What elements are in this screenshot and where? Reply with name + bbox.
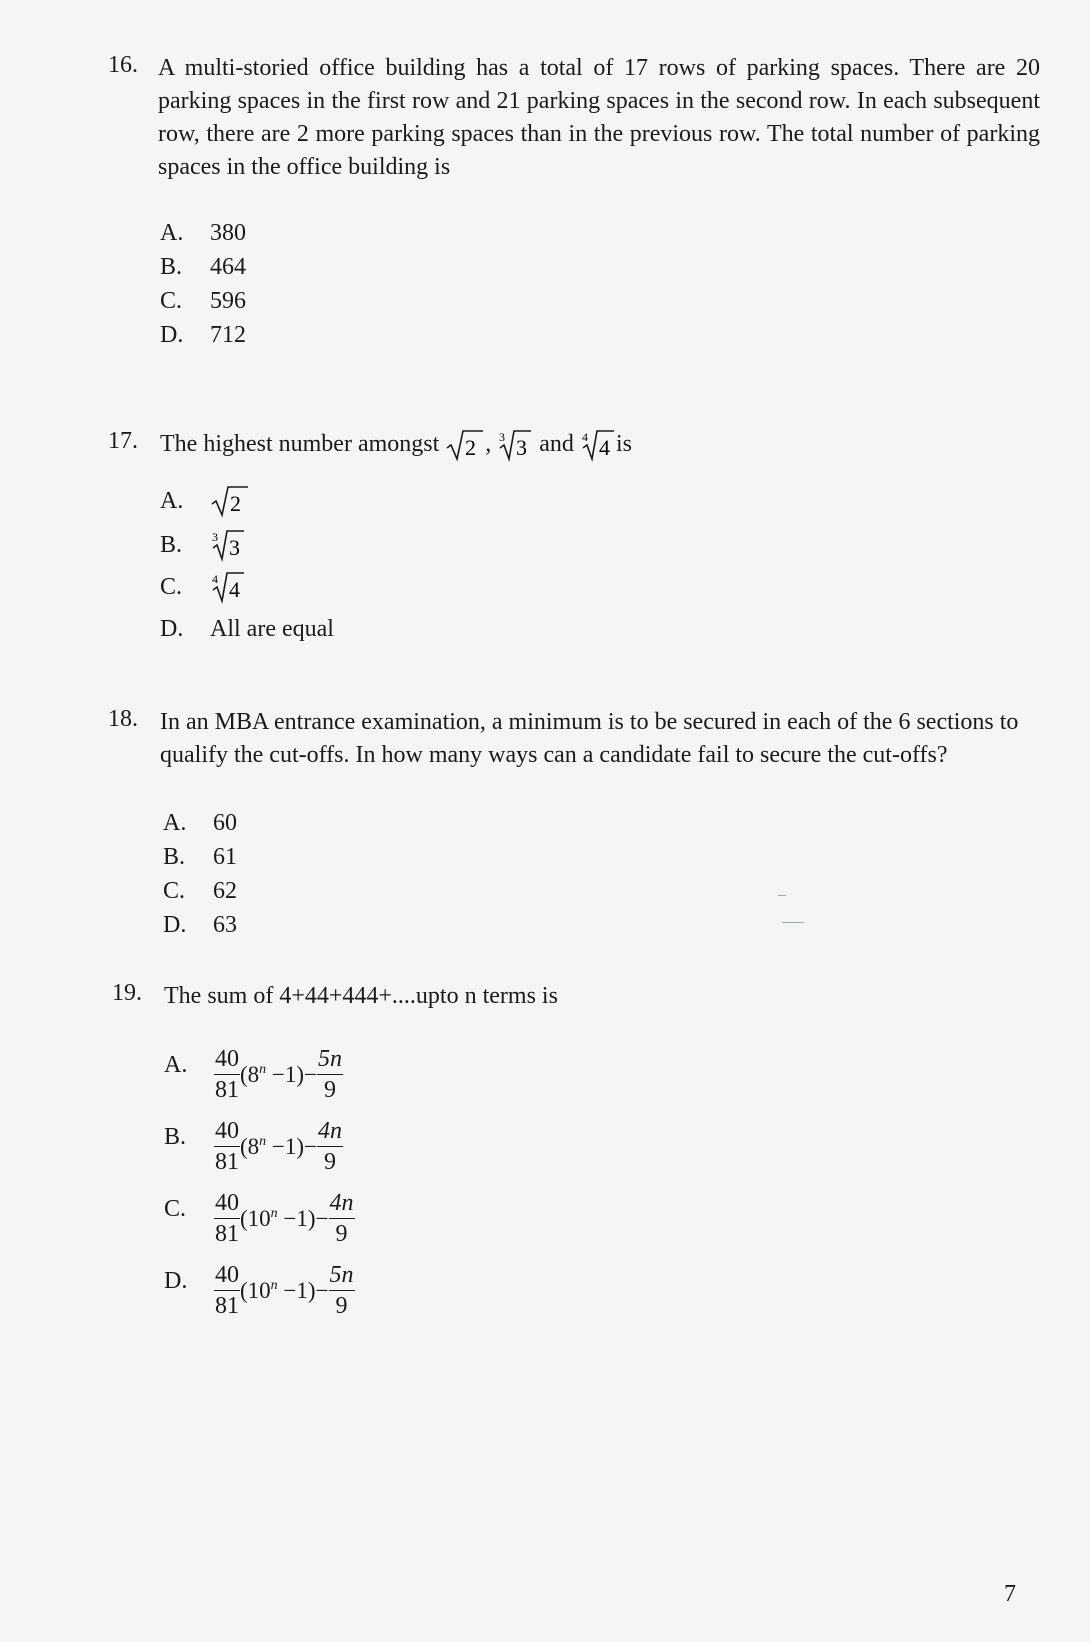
tail-fraction (317, 1044, 343, 1105)
fourth-root-4 (210, 570, 246, 604)
tail-fraction (317, 1116, 343, 1177)
question-text-after: is (615, 431, 632, 457)
numerator: 4n (329, 1188, 355, 1219)
option-letter: C. (160, 288, 183, 314)
denominator: 9 (324, 1149, 337, 1175)
option-letter: D. (164, 1268, 188, 1294)
exponent: n (270, 1205, 278, 1221)
option-value: 712 (210, 322, 246, 348)
base: 10 (247, 1277, 271, 1303)
coefficient-fraction (214, 1044, 240, 1105)
coefficient-fraction (214, 1188, 240, 1249)
exponent: n (270, 1277, 278, 1293)
fourth-root-4 (580, 428, 616, 462)
option-letter: B. (160, 254, 183, 280)
option-letter: C. (160, 574, 183, 600)
cube-root-3 (497, 428, 533, 462)
question-17 (108, 428, 1048, 668)
question-text-before: The highest number amongst (160, 431, 440, 457)
radicand: 4 (229, 577, 240, 602)
denominator: 9 (324, 1077, 337, 1103)
option-value: 596 (210, 288, 246, 314)
root-index: 4 (212, 572, 218, 586)
question-18 (108, 706, 1068, 946)
page-number: 7 (1004, 1581, 1016, 1607)
and-word: and (539, 431, 574, 457)
question-16 (108, 52, 1048, 352)
option-value: 380 (210, 220, 246, 246)
root-index: 3 (212, 530, 218, 544)
power-term: $(10^n -1)-$ (240, 1277, 329, 1303)
option-letter: D. (163, 912, 187, 938)
sqrt-2 (210, 484, 250, 518)
question-text (160, 428, 632, 462)
denominator: 81 (215, 1149, 239, 1175)
power-term: $(8^n -1)-$ (240, 1133, 318, 1159)
power-term: $(10^n -1)-$ (240, 1205, 329, 1231)
option-value (210, 570, 246, 604)
radicand: 2 (230, 491, 241, 516)
option-value: 61 (213, 844, 237, 870)
question-number: 18. (108, 706, 138, 732)
numerator: 5n (329, 1260, 355, 1291)
numerator: 40 (214, 1116, 240, 1147)
option-letter: A. (163, 810, 187, 836)
option-letter: B. (160, 532, 183, 558)
option-letter: C. (163, 878, 186, 904)
denominator: 9 (335, 1221, 348, 1247)
option-value: 63 (213, 912, 237, 938)
coefficient-fraction (214, 1260, 240, 1321)
minus-one: −1) (266, 1133, 305, 1159)
option-value: 464 (210, 254, 246, 280)
question-number: 17. (108, 428, 138, 454)
exponent: n (259, 1061, 267, 1077)
base: 8 (247, 1061, 260, 1087)
numerator: 40 (214, 1188, 240, 1219)
radicand: 3 (516, 435, 528, 461)
base: 8 (247, 1133, 260, 1159)
coefficient-fraction (214, 1116, 240, 1177)
numerator: 4n (317, 1116, 343, 1147)
numerator: 5n (317, 1044, 343, 1075)
denominator: 81 (215, 1293, 239, 1319)
radicand: 2 (465, 435, 477, 461)
radicand: 4 (598, 435, 610, 461)
tail-fraction (329, 1188, 355, 1249)
question-text: The sum of 4+44+444+....upto n terms is (164, 983, 558, 1009)
power-term: $(8^n -1)-$ (240, 1061, 318, 1087)
option-letter: C. (164, 1196, 187, 1222)
option-value: All are equal (210, 616, 334, 642)
option-letter: A. (160, 488, 184, 514)
question-text: In an MBA entrance examination, a minimum is to be secured in each of the 6 sections to qualify the cut-offs. In how many ways can a candidate fail to secure the cut-offs? (160, 709, 1019, 768)
option-formula (214, 1044, 343, 1105)
option-value (210, 484, 250, 518)
cube-root-3 (210, 528, 246, 562)
denominator: 81 (215, 1077, 239, 1103)
option-formula (214, 1188, 355, 1249)
minus-one: −1) (277, 1205, 316, 1231)
option-letter: D. (160, 322, 184, 348)
option-letter: B. (163, 844, 186, 870)
question-text: A multi-storied office building has a total of 17 rows of parking spaces. There are 20 parking spaces in the first row and 21 parking spaces in the second row. In each subsequent row, there are 2 more parking spaces than in the previous row. The total number of parking spaces in the office building is (158, 55, 1040, 180)
option-formula (214, 1116, 343, 1177)
numerator: 40 (214, 1044, 240, 1075)
minus-one: −1) (266, 1061, 305, 1087)
denominator: 81 (215, 1221, 239, 1247)
option-letter: D. (160, 616, 184, 642)
option-value: 62 (213, 878, 237, 904)
question-number: 16. (108, 52, 138, 78)
exponent: n (259, 1133, 267, 1149)
comma: , (485, 431, 492, 457)
option-letter: B. (164, 1124, 187, 1150)
radicand: 3 (229, 535, 240, 560)
option-value (210, 528, 246, 562)
minus-one: −1) (277, 1277, 316, 1303)
option-letter: A. (164, 1052, 188, 1078)
option-formula (214, 1260, 355, 1321)
root-index: 4 (581, 430, 588, 445)
question-number: 19. (112, 980, 142, 1006)
denominator: 9 (335, 1293, 348, 1319)
option-letter: A. (160, 220, 184, 246)
base: 10 (247, 1205, 271, 1231)
sqrt-2 (445, 428, 485, 462)
numerator: 40 (214, 1260, 240, 1291)
option-value: 60 (213, 810, 237, 836)
root-index: 3 (499, 430, 506, 445)
tail-fraction (329, 1260, 355, 1321)
question-19 (112, 980, 1012, 1340)
